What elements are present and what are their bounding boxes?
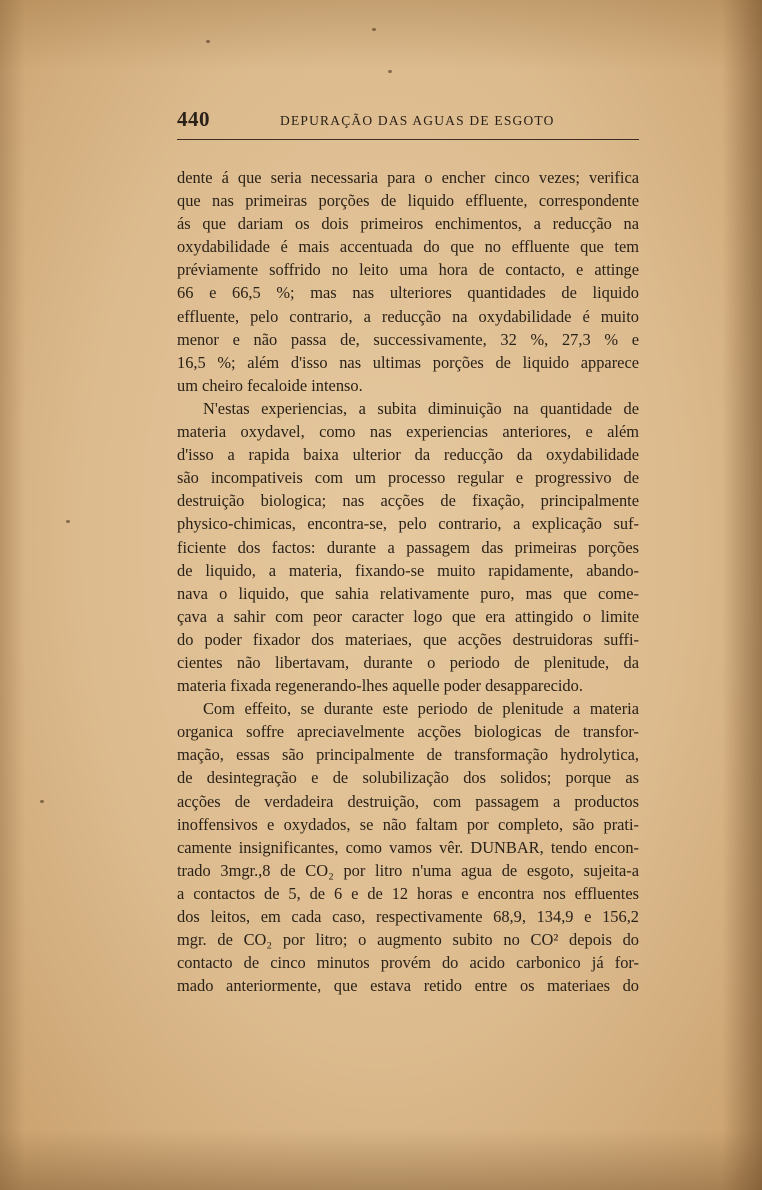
text-line: oxydabilidade é mais accentuada do que no effluente que tem [177, 237, 639, 257]
text-line: menor e não passa de, successivamente, 32 %, 27,3 % e [177, 329, 639, 349]
page-bottom-shadow [0, 1130, 762, 1190]
text-line: que nas primeiras porções de liquido effluente, correspondente [177, 191, 639, 211]
paragraph-start-line: Com effeito, se durante este periodo de plenitude a materia [203, 699, 639, 719]
running-title: DEPURAÇÃO DAS AGUAS DE ESGOTO [280, 113, 555, 128]
text-line: inoffensivos e oxydados, se não faltam por completo, são prati- [177, 814, 639, 834]
text-line: physico-chimicas, encontra-se, pelo contrario, a explicação suf- [177, 514, 639, 534]
text-line: ás que dariam os dois primeiros enchimentos, a reducção na [177, 214, 639, 234]
text-line: de liquido, a materia, fixando-se muito rapidamente, abando- [177, 560, 639, 580]
text-line: 66 e 66,5 %; mas nas ulteriores quantidades de liquido [177, 283, 639, 303]
text-line: çava a sahir com peor caracter logo que era attingido o limite [177, 606, 639, 626]
text-line: dente á que seria necessaria para o encher cinco vezes; verifica [177, 168, 639, 187]
paper-speck [388, 70, 392, 73]
text-line: mação, essas são principalmente de transformação hydrolytica, [177, 745, 639, 765]
text-line: materia fixada regenerando-lhes aquelle poder desapparecido. [177, 676, 583, 696]
text-line: mado anteriormente, que estava retido entre os materiaes do [177, 976, 639, 996]
page-top-shadow [0, 0, 762, 70]
text-line: effluente, pelo contrario, a reducção na oxydabilidade é muito [177, 306, 639, 326]
text-line: acções de verdadeira destruição, com passagem a productos [177, 791, 639, 811]
text-line: préviamente soffrido no leito uma hora de contacto, e attinge [177, 260, 639, 280]
header-rule [177, 139, 639, 140]
paper-speck [40, 800, 44, 803]
paper-speck [206, 40, 210, 43]
text-line: dos leitos, em cada caso, respectivamente 68,9, 134,9 e 156,2 [177, 907, 639, 926]
text-line: destruição biologica; nas acções de fixação, principalmente [177, 491, 639, 511]
paragraph-start-line: N'estas experiencias, a subita diminuição na quantidade de [203, 398, 639, 418]
text-line: cientes não libertavam, durante o periodo de plenitude, da [177, 652, 639, 672]
page-header [177, 107, 639, 135]
page-right-shadow [722, 0, 762, 1190]
text-line: são incompativeis com um processo regular e progressivo de [177, 468, 639, 488]
text-line: mgr. de CO₂ por litro; o augmento subito no CO² depois do [177, 930, 639, 950]
text-line: a contactos de 5, de 6 e de 12 horas e encontra nos effluentes [177, 883, 639, 903]
text-line: do poder fixador dos materiaes, que acções destruidoras suffi- [177, 629, 639, 649]
page-number: 440 [177, 107, 210, 131]
text-line: materia oxydavel, como nas experiencias anteriores, e além [177, 422, 639, 442]
paper-speck [372, 28, 376, 31]
text-line: de desintegração e de solubilização dos solidos; porque as [177, 768, 639, 788]
text-line: d'isso a rapida baixa ulterior da reducção da oxydabilidade [177, 445, 639, 465]
body-text [177, 166, 639, 997]
text-line: contacto de cinco minutos provém do acido carbonico já for- [177, 953, 639, 973]
text-line: ficiente dos factos: durante a passagem das primeiras porções [177, 537, 639, 557]
text-line: organica soffre apreciavelmente acções biologicas de transfor- [177, 722, 639, 742]
text-line: 16,5 %; além d'isso nas ultimas porções de liquido apparece [177, 352, 639, 372]
paper-speck [66, 520, 70, 523]
text-line: nava o liquido, que sahia relativamente puro, mas que come- [177, 583, 639, 603]
page-left-shadow [0, 0, 25, 1190]
text-line: trado 3mgr.,8 de CO₂ por litro n'uma agua de esgoto, sujeita-a [177, 860, 639, 880]
text-line: camente insignificantes, como vamos vêr. DUNBAR, tendo encon- [177, 837, 639, 857]
text-line: um cheiro fecaloide intenso. [177, 375, 363, 395]
